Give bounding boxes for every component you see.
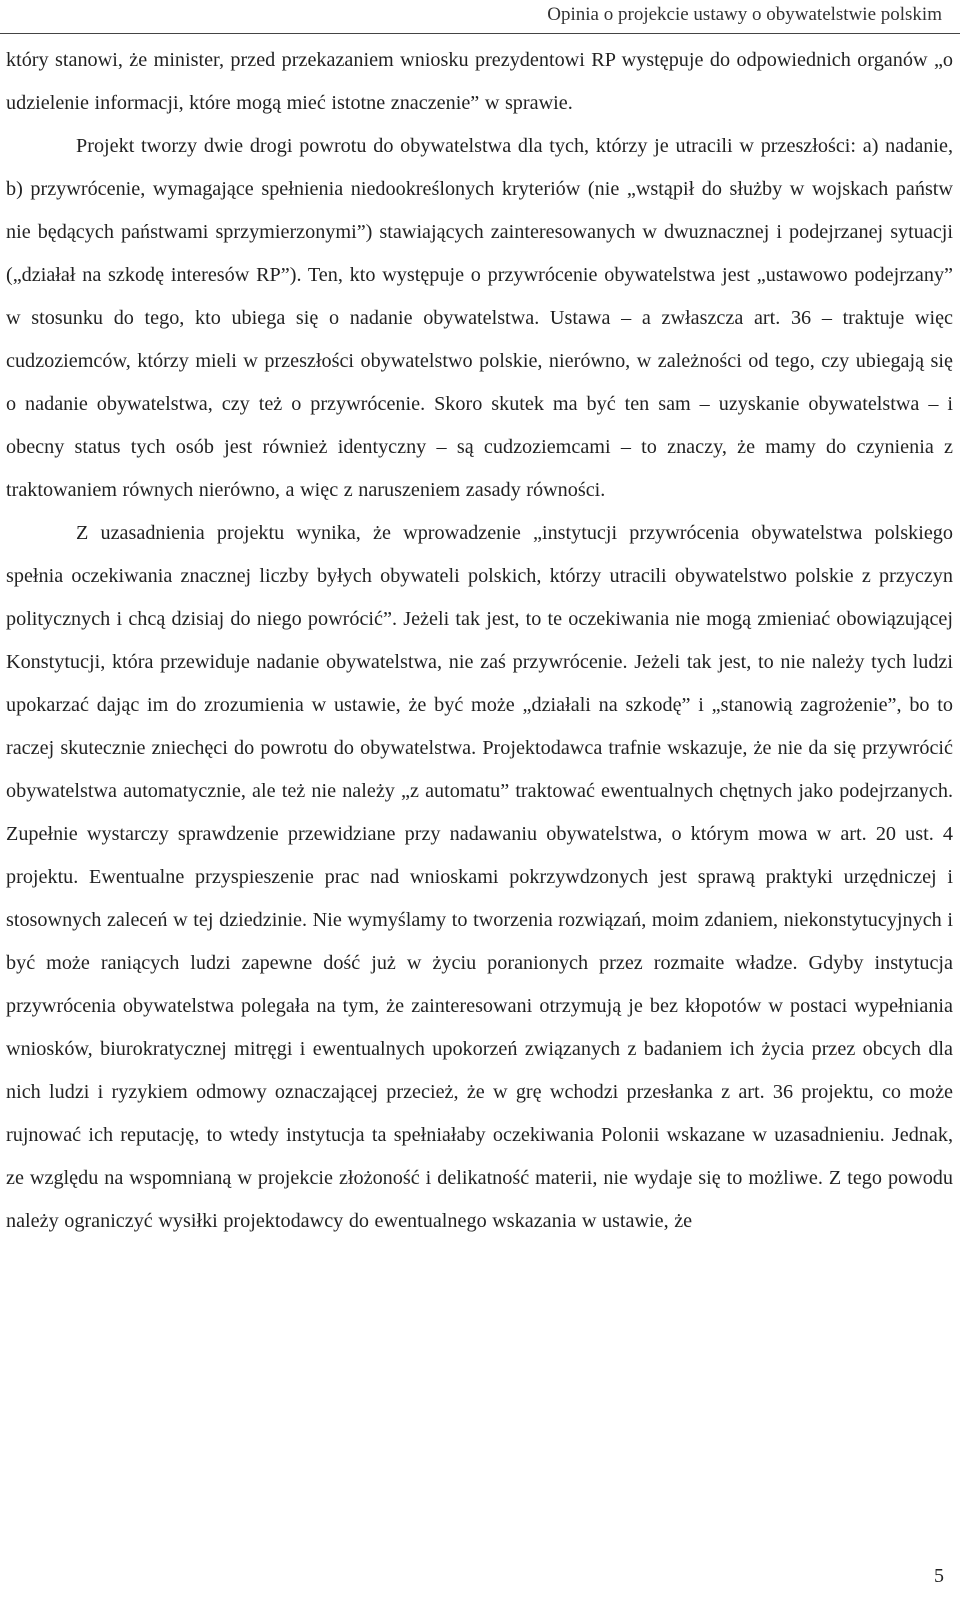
document-body	[6, 39, 953, 1243]
paragraph-justification: Z uzasadnienia projektu wynika, że wprowadzenie „instytucji przywrócenia obywatelstwa polskiego spełnia oczekiwania znacznej liczby byłych obywateli polskich, którzy utracili obywatelstwo polskie z przyczyn politycznych i chcą dzisiaj do niego powrócić”. Jeżeli tak jest, to te oczekiwania nie mogą zmieniać obowiązującej Konstytucji, która przewiduje nadanie obywatelstwa, nie zaś przywrócenie. Jeżeli tak jest, to nie należy tych ludzi upokarzać dając im do zrozumienia w ustawie, że być może „działali na szkodę” i „stanowią zagrożenie”, bo to raczej skutecznie zniechęci do powrotu do obywatelstwa. Projektodawca trafnie wskazuje, że nie da się przywrócić obywatelstwa automatycznie, ale też nie należy „z automatu” traktować ewentualnych chętnych jako podejrzanych. Zupełnie wystarczy sprawdzenie przewidziane przy nadawaniu obywatelstwa, o którym mowa w art. 20 ust. 4 projektu. Ewentualne przyspieszenie prac nad wnioskami pokrzywdzonych jest sprawą praktyki urzędniczej i stosownych zaleceń w tej dziedzinie. Nie wymyślamy to tworzenia rozwiązań, moim zdaniem, niekonstytucyjnych i być może raniących ludzi zapewne dość już w życiu poranionych przez rozmaite władze. Gdyby instytucja przywrócenia obywatelstwa polegała na tym, że zainteresowani otrzymują je bez kłopotów w postaci wypełniania wniosków, biurokratycznej mitręgi i ewentualnych upokorzeń związanych z badaniem ich życia przez obcych dla nich ludzi i ryzykiem odmowy oznaczającej przecież, że w grę wchodzi przesłanka z art. 36 projektu, co może rujnować ich reputację, to wtedy instytucja ta spełniałaby oczekiwania Polonii wskazane w uzasadnieniu. Jednak, ze względu na wspomnianą w projekcie złożoność i delikatność materii, nie wydaje się to możliwe. Z tego powodu należy ograniczyć wysiłki projektodawcy do ewentualnego wskazania w ustawie, że	[6, 522, 953, 1232]
page-header	[0, 0, 960, 34]
running-header-title: Opinia o projekcie ustawy o obywatelstwie polskim	[547, 4, 942, 25]
paragraph-continuation: który stanowi, że minister, przed przekazaniem wniosku prezydentowi RP występuje do odpowiednich organów „o udzielenie informacji, które mogą mieć istotne znaczenie” w sprawie.	[6, 49, 953, 114]
paragraph-two-paths: Projekt tworzy dwie drogi powrotu do obywatelstwa dla tych, którzy je utracili w przeszłości: a) nadanie, b) przywrócenie, wymagające spełnienia niedookreślonych kryteriów (nie „wstąpił do służby w wojskach państw nie będących państwami sprzymierzonymi”) stawiających zainteresowanych w dwuznacznej i podejrzanej sytuacji („działał na szkodę interesów RP”). Ten, kto występuje o przywrócenie obywatelstwa jest „ustawowo podejrzany” w stosunku do tego, kto ubiega się o nadanie obywatelstwa. Ustawa – a zwłaszcza art. 36 – traktuje więc cudzoziemców, którzy mieli w przeszłości obywatelstwo polskie, nierówno, w zależności od tego, czy ubiegają się o nadanie obywatelstwa, czy też o przywrócenie. Skoro skutek ma być ten sam – uzyskanie obywatelstwa – i obecny status tych osób jest również identyczny – są cudzoziemcami – to znaczy, że mamy do czynienia z traktowaniem równych nierówno, a więc z naruszeniem zasady równości.	[6, 135, 953, 501]
page-number: 5	[934, 1565, 944, 1587]
